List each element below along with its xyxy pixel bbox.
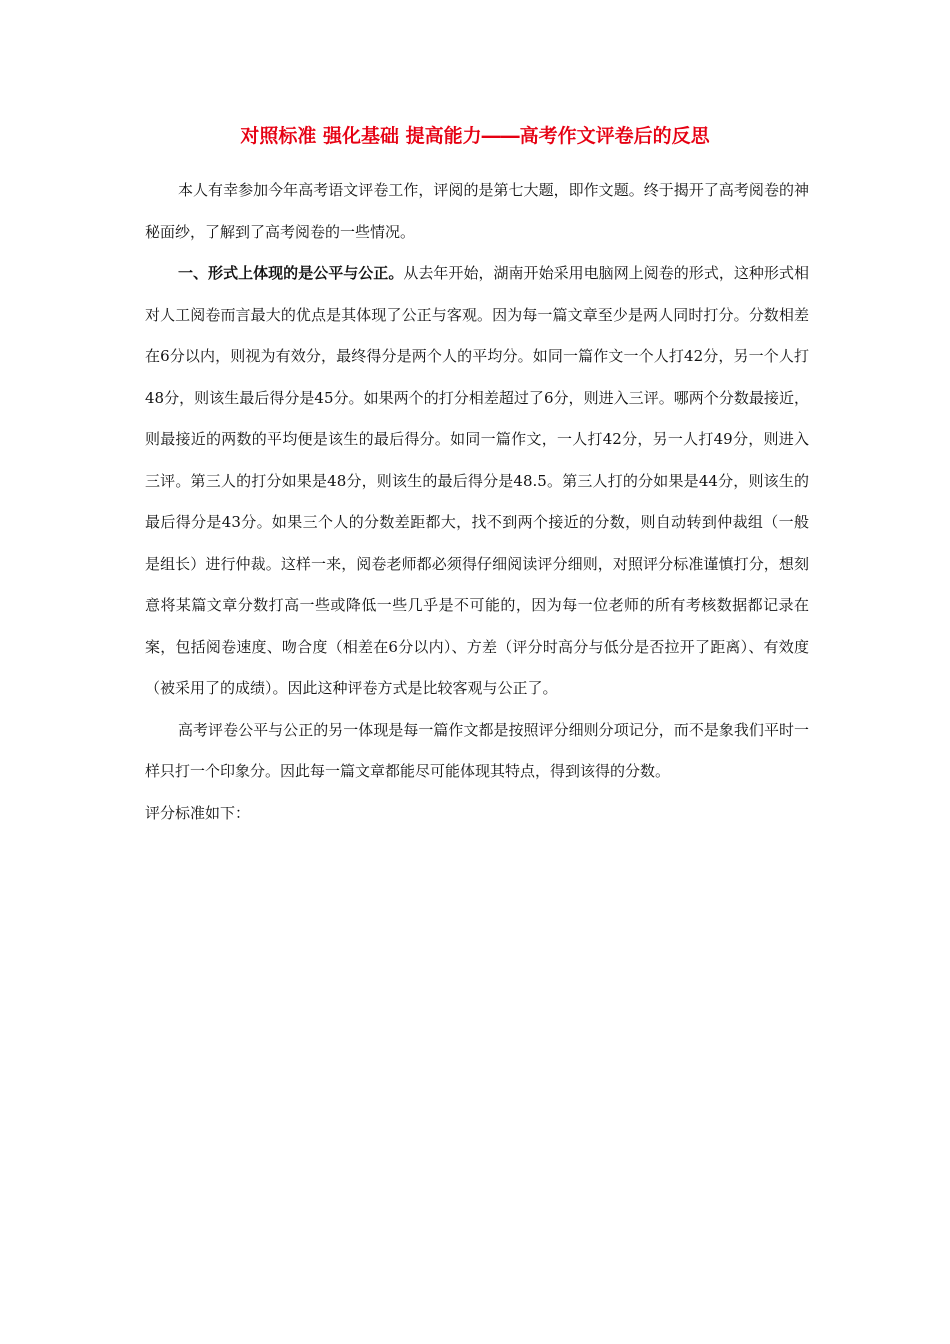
closing-line (145, 793, 809, 835)
document-body (145, 170, 809, 834)
section-one-text: 从去年开始，湖南开始采用电脑网上阅卷的形式，这种形式相对人工阅卷而言最大的优点是其体现了公正与客观。因为每一篇文章至少是两人同时打分。分数相差在6分以内，则视为有效分，最终得分是两个人的平均分。如同一篇作文一个人打42分，另一个人打48分，则该生最后得分是45分。如果两个的打分相差超过了6分，则进入三评。哪两个分数最接近，则最接近的两数的平均便是该生的最后得分。如同一篇作文，一人打42分，另一人打49分，则进入三评。第三人的打分如果是48分，则该生的最后得分是48.5。第三人打的分如果是44分，则该生的最后得分是43分。如果三个人的分数差距都大，找不到两个接近的分数，则自动转到仲裁组（一般是组长）进行仲裁。这样一来，阅卷老师都必须得仔细阅读评分细则，对照评分标准谨慎打分，想刻意将某篇文章分数打高一些或降低一些几乎是不可能的，因为每一位老师的所有考核数据都记录在案，包括阅卷速度、吻合度（相差在6分以内）、方差（评分时高分与低分是否拉开了距离）、有效度（被采用了的成绩）。因此这种评卷方式是比较客观与公正了。 (145, 264, 809, 697)
paragraph-section-one (145, 253, 809, 710)
document-title: 对照标准 强化基础 提高能力――高考作文评卷后的反思 (240, 125, 710, 147)
paragraph-intro (145, 170, 809, 253)
section-one-heading: 一、形式上体现的是公平与公正。 (178, 264, 404, 282)
paragraph-intro-text: 本人有幸参加今年高考语文评卷工作，评阅的是第七大题，即作文题。终于揭开了高考阅卷的神秘面纱，了解到了高考阅卷的一些情况。 (145, 181, 809, 241)
paragraph-fairness-text: 高考评卷公平与公正的另一体现是每一篇作文都是按照评分细则分项记分，而不是象我们平时一样只打一个印象分。因此每一篇文章都能尽可能体现其特点，得到该得的分数。 (145, 720, 809, 780)
closing-line-text: 评分标准如下： (145, 803, 251, 822)
paragraph-fairness (145, 710, 809, 793)
